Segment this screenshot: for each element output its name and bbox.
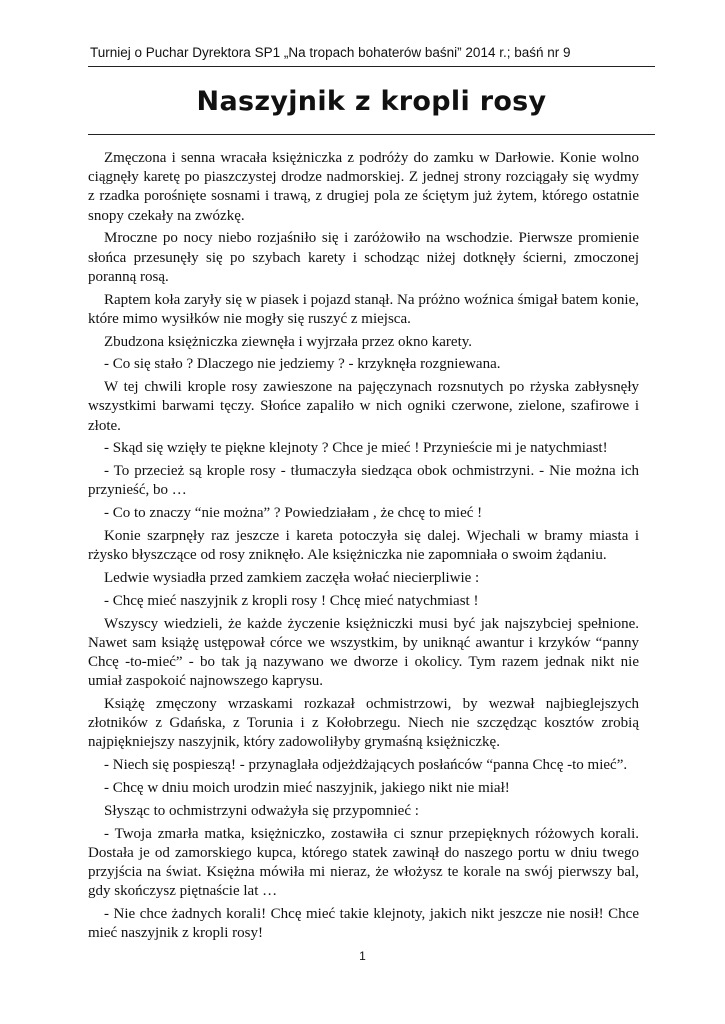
header-divider [88, 66, 655, 67]
paragraph: Mroczne po nocy niebo rozjaśniło się i zaróżowiło na wschodzie. Pierwsze promienie słońca przesunęły się po szybach karety i schodząc niżej dotknęły ścierni, zmoczonej poranną rosą. [88, 230, 639, 285]
paragraph: - Chcę mieć naszyjnik z kropli rosy ! Chcę mieć natychmiast ! [104, 592, 479, 609]
paragraph: Wszyscy wiedzieli, że każde życzenie księżniczki musi być jak najszybciej spełnione. Nawet sam książę ustępował córce we wszystkim, by uniknąć awantur i krzyków “panny Chcę -to-mieć” - bo tak ją nazywano we dworze i okolicy. Tym razem jednak nikt nie umiał zaspokoić najnowszego kaprysu. [88, 615, 639, 690]
paragraph: - Niech się pospieszą! - przynaglała odjeżdżających posłańców “panna Chcę -to mieć”. [104, 757, 628, 774]
paragraph: - Co to znaczy “nie można” ? Powiedziałam , że chcę to mieć ! [104, 505, 483, 522]
page-number: 1 [359, 949, 366, 963]
paragraph: - Nie chce żadnych korali! Chcę mieć takie klejnoty, jakich nikt jeszcze nie nosił! Chce mieć naszyjnik z kropli rosy! [88, 906, 639, 942]
paragraph: Ledwie wysiadła przed zamkiem zaczęła wołać niecierpliwie : [104, 570, 480, 586]
paragraph: Raptem koła zaryły się w piasek i pojazd stanął. Na próżno woźnica śmigał batem konie, które mimo wysiłków nie mogły się ruszyć z miejsca. [88, 291, 639, 327]
paragraph: Słysząc to ochmistrzyni odważyła się przypomnieć : [104, 802, 419, 819]
paragraph: Książę zmęczony wrzaskami rozkazał ochmistrzowi, by wezwał najbieglejszych złotników z Gdańska, z Torunia i z Kołobrzegu. Niech nie szczędząc kosztów zrobią najpiękniejszy naszyjnik, który zadowoliłyby grymaśną księżniczkę. [88, 696, 639, 751]
paragraph: - Co się stało ? Dlaczego nie jedziemy ? - krzyknęła rozgniewana. [104, 356, 501, 373]
document-title: Naszyjnik z kropli rosy [196, 86, 547, 117]
story-body [88, 149, 639, 947]
page-header: Turniej o Puchar Dyrektora SP1 „Na tropach bohaterów baśni” 2014 r.; baśń nr 9 [90, 45, 571, 60]
paragraph: - Chcę w dniu moich urodzin mieć naszyjnik, jakiego nikt nie miał! [104, 780, 510, 796]
paragraph: - To przecież są krople rosy - tłumaczyła siedząca obok ochmistrzyni. - Nie można ich przynieść, bo … [88, 463, 639, 499]
paragraph: W tej chwili krople rosy zawieszone na pajęczynach rozsnutych po rżyska zabłysnęły wszystkimi barwami tęczy. Słońce zapaliło w nich ogniki czerwone, zielone, szafirowe i złote. [88, 379, 639, 434]
paragraph: Zbudzona księżniczka ziewnęła i wyjrzała przez okno karety. [104, 333, 473, 350]
paragraph: Konie szarpnęły raz jeszcze i kareta potoczyła się dalej. Wjechali w bramy miasta i rżysko błyszczące od rosy zniknęło. Ale księżniczka nie zapomniała o swoim żądaniu. [88, 528, 639, 564]
paragraph: - Twoja zmarła matka, księżniczko, zostawiła ci sznur przepięknych różowych korali. Dostała je od zamorskiego kupca, którego statek zawinął do naszego portu w dniu twego przyjścia na świat. Księżna mówiła mi nieraz, że włożysz te korale na swój pierwszy bal, gdy skończysz piętnaście lat … [88, 825, 639, 900]
paragraph: Zmęczona i senna wracała księżniczka z podróży do zamku w Darłowie. Konie wolno ciągnęły karetę po piaszczystej drodze nadmorskiej. Z jednej strony rozciągały się wydmy z rzadka porośnięte sosnami i trawą, z drugiej pola ze ściętym już żytem, którego ostatnie snopy czekały na zwózkę. [88, 150, 639, 224]
title-divider [88, 134, 655, 135]
paragraph: - Skąd się wzięły te piękne klejnoty ? Chce je mieć ! Przynieście mi je natychmiast! [104, 440, 608, 457]
